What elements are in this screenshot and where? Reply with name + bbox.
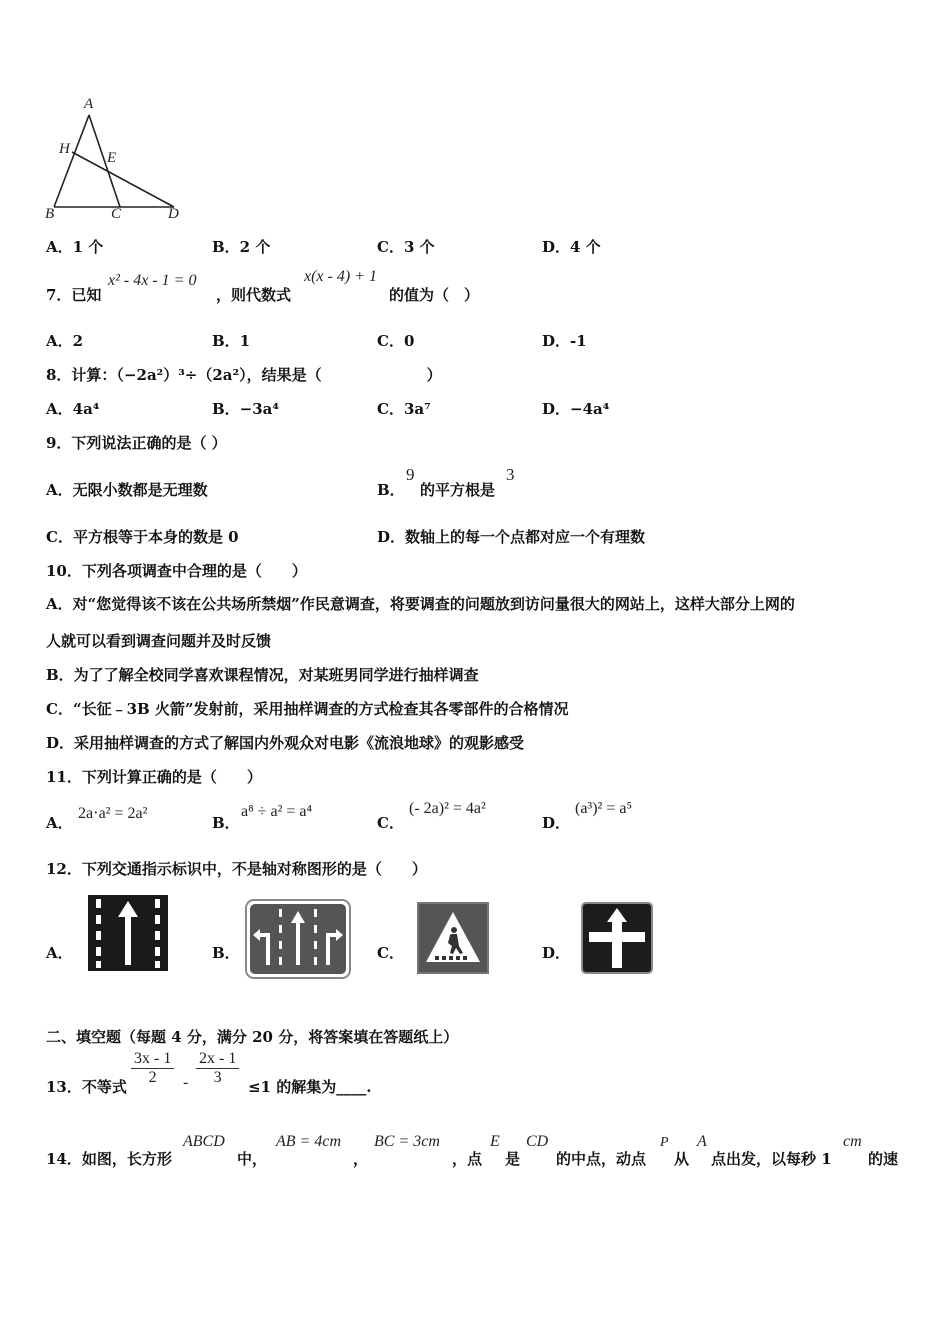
q7-option-b: B．1 bbox=[212, 332, 251, 350]
q14-ab: AB = 4cm bbox=[276, 1133, 341, 1150]
q8-stem: 8．计算：（−2a²）³÷（2a²），结果是（ ） bbox=[46, 366, 442, 384]
q10-option-b: B．为了了解全校同学喜欢课程情况，对某班男同学进行抽样调查 bbox=[46, 666, 479, 684]
q10-option-a-line1: A．对“您觉得该不该在公共场所禁烟”作民意调查，将要调查的问题放到访问量很大的网站上，这样大部分上网的 bbox=[46, 595, 795, 613]
q13-f2-numerator: 2x - 1 bbox=[196, 1050, 239, 1069]
q6-option-a: A．1 个 bbox=[46, 238, 104, 256]
q7-option-c: C．0 bbox=[377, 332, 415, 350]
q9-option-b-mid: 的平方根是 bbox=[420, 481, 496, 499]
q7-option-d: D．-1 bbox=[542, 332, 587, 350]
q9-option-b-nine: 9 bbox=[406, 465, 415, 484]
q14-t7: 点出发，以每秒 1 bbox=[711, 1150, 832, 1168]
q11-label-d: D． bbox=[542, 814, 571, 832]
label-C: C bbox=[111, 206, 122, 222]
q14-p: P bbox=[660, 1135, 669, 1150]
q12-stem: 12．下列交通指示标识中，不是轴对称图形的是（ ） bbox=[46, 860, 427, 878]
q14-t3: ，点 bbox=[452, 1150, 483, 1168]
q6-option-c: C．3 个 bbox=[377, 238, 435, 256]
q12-label-d: D． bbox=[542, 944, 571, 962]
label-B: B bbox=[45, 206, 55, 222]
q7-prefix: 7．已知 bbox=[46, 286, 102, 304]
q6-option-d: D．4 个 bbox=[542, 238, 601, 256]
label-H: H bbox=[59, 141, 70, 157]
q7-suffix: 的值为（ ） bbox=[389, 286, 480, 304]
q14-t6: 从 bbox=[674, 1150, 690, 1168]
q13-fraction-2 bbox=[196, 1050, 239, 1087]
sign-b-lane-arrows-icon bbox=[245, 899, 351, 979]
q13-f1-denominator: 2 bbox=[148, 1069, 157, 1086]
sign-c-pedestrian-crossing-icon bbox=[417, 902, 489, 974]
q14-t5: 的中点，动点 bbox=[556, 1150, 647, 1168]
q14-cm: cm bbox=[843, 1133, 862, 1150]
q11-label-a: A． bbox=[46, 814, 73, 832]
q7-mid: ，则代数式 bbox=[216, 286, 292, 304]
q8-option-d: D．−4a⁴ bbox=[542, 400, 610, 418]
q14-cd: CD bbox=[526, 1133, 549, 1150]
q11-expr-a: 2a⋅a² = 2a² bbox=[78, 805, 148, 822]
q11-expr-d: (a³)² = a⁵ bbox=[575, 800, 633, 817]
sign-d-intersection-icon bbox=[581, 902, 653, 974]
q8-option-c: C．3a⁷ bbox=[377, 400, 431, 418]
q12-label-a: A． bbox=[46, 944, 73, 962]
q14-a: A bbox=[697, 1133, 707, 1150]
q11-label-b: B． bbox=[212, 814, 240, 832]
q14-t8: 的速 bbox=[868, 1150, 899, 1168]
q7-equation: x² - 4x - 1 = 0 bbox=[108, 272, 197, 289]
q11-expr-c: (- 2a)² = 4a² bbox=[409, 800, 486, 817]
q10-stem: 10．下列各项调查中合理的是（ ） bbox=[46, 562, 307, 580]
q14-bc: BC = 3cm bbox=[374, 1133, 440, 1150]
q14-t2: ， bbox=[353, 1150, 369, 1168]
sign-a-straight-arrow-icon bbox=[88, 895, 168, 971]
label-A: A bbox=[84, 96, 94, 112]
q13-f2-denominator: 3 bbox=[213, 1069, 222, 1086]
q13-suffix: ≤1 的解集为____. bbox=[248, 1078, 372, 1096]
q9-option-c: C．平方根等于本身的数是 0 bbox=[46, 528, 239, 546]
label-E: E bbox=[107, 150, 117, 166]
q11-stem: 11．下列计算正确的是（ ） bbox=[46, 768, 262, 786]
q11-expr-b: a⁸ ÷ a² = a⁴ bbox=[241, 803, 313, 820]
q9-option-b-three: 3 bbox=[506, 465, 515, 484]
q9-stem: 9．下列说法正确的是（ ） bbox=[46, 434, 227, 452]
q9-option-a: A．无限小数都是无理数 bbox=[46, 481, 208, 499]
q14-t4: 是 bbox=[505, 1150, 521, 1168]
q9-option-d: D．数轴上的每一个点都对应一个有理数 bbox=[377, 528, 646, 546]
q11-label-c: C． bbox=[377, 814, 404, 832]
q13-f1-numerator: 3x - 1 bbox=[131, 1050, 174, 1069]
section2-title: 二、填空题（每题 4 分，满分 20 分，将答案填在答题纸上） bbox=[46, 1028, 459, 1046]
q12-label-c: C． bbox=[377, 944, 404, 962]
q8-option-b: B．−3a⁴ bbox=[212, 400, 279, 418]
label-D: D bbox=[168, 206, 179, 222]
q6-option-b: B．2 个 bbox=[212, 238, 271, 256]
q13-minus: - bbox=[183, 1074, 189, 1091]
q14-t1: 中， bbox=[237, 1150, 268, 1168]
q10-option-a-line2: 人就可以看到调查问题并及时反馈 bbox=[46, 632, 272, 650]
q13-prefix: 13．不等式 bbox=[46, 1078, 127, 1096]
q7-expression: x(x - 4) + 1 bbox=[304, 268, 377, 285]
q7-option-a: A．2 bbox=[46, 332, 84, 350]
q10-option-d: D．采用抽样调查的方式了解国内外观众对电影《流浪地球》的观影感受 bbox=[46, 734, 525, 752]
q8-option-a: A．4a⁴ bbox=[46, 400, 100, 418]
q10-option-c: C．“长征﹣3B 火箭”发射前，采用抽样调查的方式检查其各零部件的合格情况 bbox=[46, 700, 569, 718]
q14-rect: ABCD bbox=[183, 1133, 225, 1150]
q12-label-b: B． bbox=[212, 944, 240, 962]
q13-fraction-1 bbox=[131, 1050, 174, 1087]
q14-e: E bbox=[490, 1133, 500, 1150]
q14-prefix: 14．如图，长方形 bbox=[46, 1150, 172, 1168]
q9-option-b-prefix: B． bbox=[377, 481, 405, 499]
